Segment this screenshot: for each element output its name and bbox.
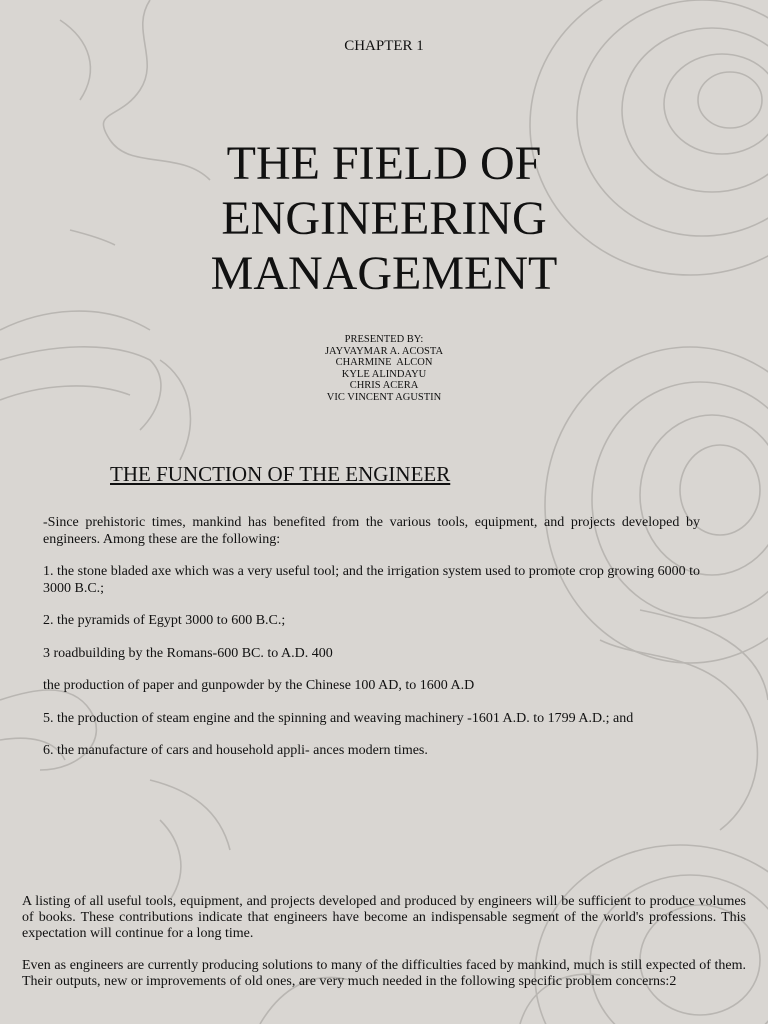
intro-text bbox=[43, 515, 700, 776]
title-line-3: MANAGEMENT bbox=[210, 247, 558, 300]
list-item: 2. the pyramids of Egypt 3000 to 600 B.C.; bbox=[43, 613, 286, 628]
closing-paragraph: A listing of all useful tools, equipment, and projects developed and produced by engineers will be sufficient to produce volumes of books. These contributions indicate that engineers have become an indispensable segment of the world's professions. This expectation will continue for a long time. bbox=[22, 894, 746, 941]
list-item: 1. the stone bladed axe which was a very useful tool; and the irrigation system used to promote crop growing 6000 to 3000 B.C.; bbox=[43, 564, 700, 596]
title-line-2: ENGINEERING bbox=[221, 192, 547, 245]
presenter-name: VIC VINCENT AGUSTIN bbox=[326, 391, 442, 403]
presented-by-label: PRESENTED BY: bbox=[344, 334, 424, 345]
title-line-1: THE FIELD OF bbox=[226, 137, 542, 190]
list-item: 3 roadbuilding by the Romans-600 BC. to A.D. 400 bbox=[43, 645, 333, 661]
closing-text bbox=[22, 894, 746, 1006]
document-title bbox=[0, 136, 768, 301]
list-item: 6. the manufacture of cars and household appli- ances modern times. bbox=[43, 743, 428, 758]
list-item: the production of paper and gunpowder by the Chinese 100 AD, to 1600 A.D bbox=[43, 678, 475, 693]
chapter-label: CHAPTER 1 bbox=[344, 38, 424, 54]
presenter-name: CHARMINE ALCON bbox=[335, 357, 433, 369]
presenter-name: CHRIS ACERA bbox=[349, 380, 419, 392]
presenters-block bbox=[0, 334, 768, 404]
presenter-name: JAYVAYMAR A. ACOSTA bbox=[324, 345, 444, 357]
presenter-name: KYLE ALINDAYU bbox=[341, 368, 427, 380]
intro-paragraph: -Since prehistoric times, mankind has benefited from the various tools, equipment, and projects developed by engineers. Among these are the following: bbox=[43, 515, 700, 547]
closing-paragraph: Even as engineers are currently producing solutions to many of the difficulties faced by mankind, much is still expected of them. Their outputs, new or improvements of old ones, are very much needed in the following specific problem concerns:2 bbox=[22, 958, 746, 989]
section-heading: THE FUNCTION OF THE ENGINEER bbox=[110, 462, 451, 486]
list-item: 5. the production of steam engine and the spinning and weaving machinery -1601 A.D. to 1799 A.D.; and bbox=[43, 710, 634, 726]
